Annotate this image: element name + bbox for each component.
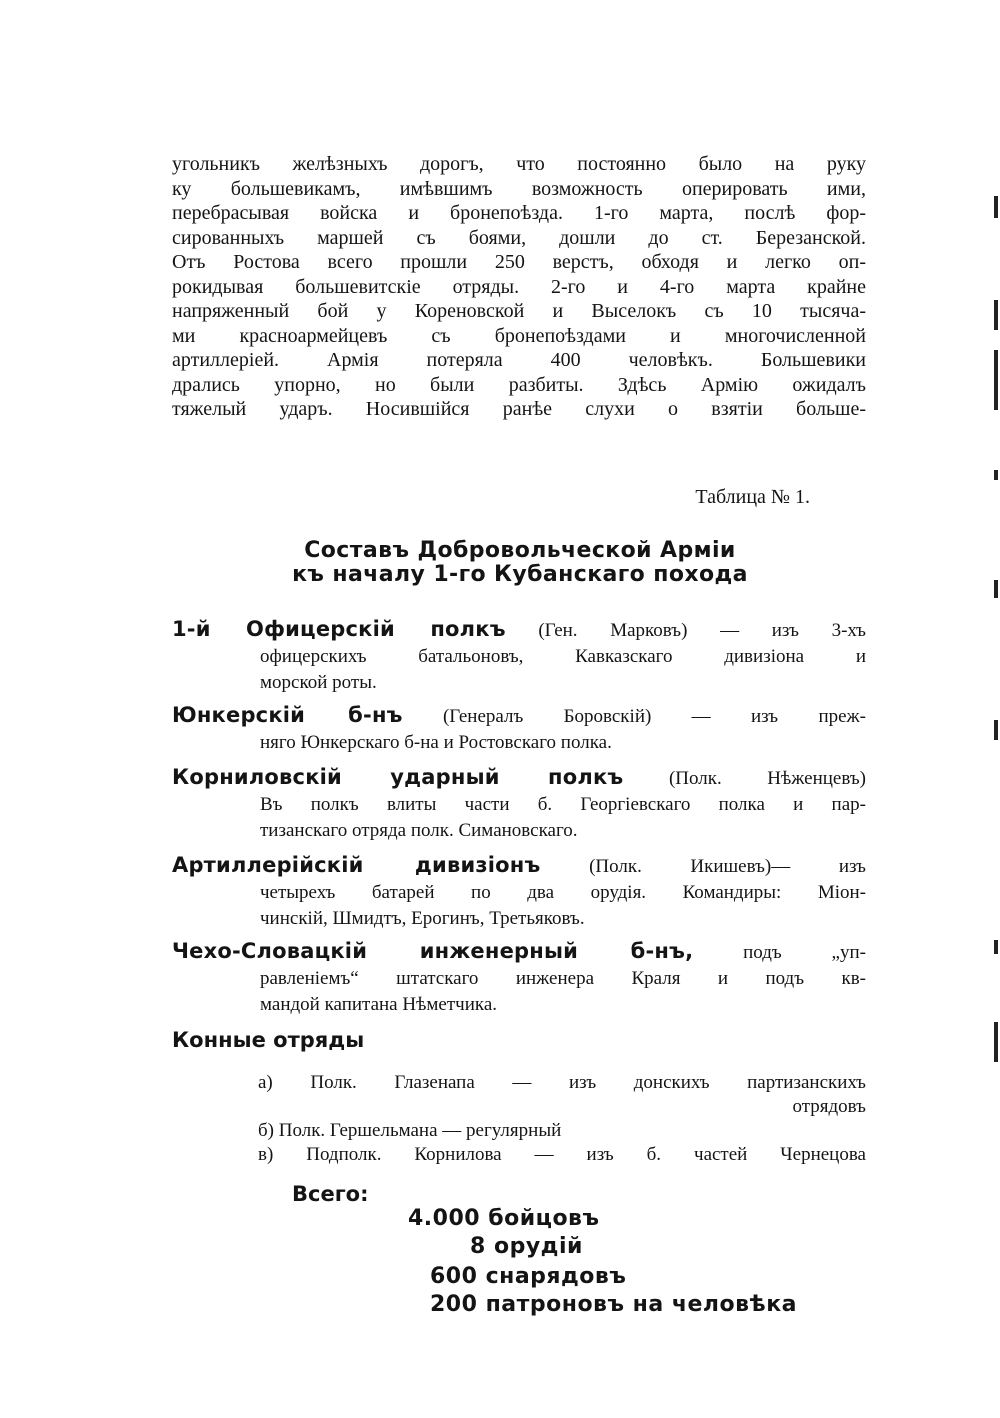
paragraph-line: дрались упорно, но были разбиты. Здѣсь Армію ожидалъ	[172, 373, 866, 396]
total-shells: 600 снарядовъ	[430, 1264, 627, 1289]
unit-detail: тизанскаго отряда полк. Симановскаго.	[260, 820, 578, 841]
unit-entry-officer-regiment	[172, 616, 866, 696]
scan-edge-mark	[994, 720, 998, 740]
scan-edge-mark	[994, 196, 998, 218]
unit-detail: няго Юнкерскаго б-на и Ростовскаго полка.	[260, 732, 612, 753]
horse-item-a: а) Полк. Глазенапа — изъ донскихъ партизанскихъ	[258, 1072, 866, 1093]
unit-detail: равленіемъ“ штатскаго инженера Краля и подъ кв-	[260, 968, 866, 989]
paragraph-line: тяжелый ударъ. Носившійся ранѣе слухи о взятіи больше-	[172, 398, 866, 420]
scan-edge-mark	[994, 350, 998, 410]
unit-name: 1-й Офицерскій полкъ	[172, 617, 506, 641]
horse-item-c: в) Подполк. Корнилова — изъ б. частей Чернецова	[258, 1144, 866, 1165]
paragraph-line: напряженный бой у Кореновской и Выселокъ съ 10 тысяча-	[172, 300, 866, 322]
totals-label: Всего:	[292, 1182, 369, 1206]
unit-entry-artillery-division	[172, 852, 866, 932]
scan-edge-mark	[994, 940, 998, 954]
paragraph-line: ми красноармейцевъ съ бронепоѣздами и многочисленной	[172, 324, 866, 347]
body-paragraph	[172, 152, 866, 422]
table-number: Таблица № 1.	[695, 486, 810, 508]
horse-item-a-continued: отрядовъ	[792, 1096, 866, 1117]
total-fighters: 4.000 бойцовъ	[408, 1206, 600, 1231]
unit-note: (Полк. Нѣженцевъ)	[668, 768, 867, 789]
unit-note: подъ „уп-	[743, 942, 866, 963]
table-title-line-2: къ началу 1-го Кубанскаго похода	[292, 562, 748, 587]
total-cartridges: 200 патроновъ на человѣка	[430, 1292, 798, 1317]
scan-edge-mark	[994, 1022, 998, 1062]
horse-detachments-heading: Конные отряды	[172, 1028, 365, 1052]
unit-name: Юнкерскій б-нъ	[172, 703, 403, 727]
paragraph-line: перебрасывая войска и бронепоѣзда. 1-го марта, послѣ фор-	[172, 202, 866, 224]
scan-edge-mark	[994, 580, 998, 598]
scan-edge-mark	[994, 300, 998, 330]
unit-note: (Генералъ Боровскій) — изъ преж-	[442, 706, 866, 727]
unit-detail: чинскій, Шмидтъ, Ерогинъ, Третьяковъ.	[260, 908, 585, 929]
paragraph-line: угольникъ желѣзныхъ дорогъ, что постоянно было на руку	[172, 153, 866, 175]
paragraph-line: Отъ Ростова всего прошли 250 верстъ, обходя и легко оп-	[172, 251, 866, 273]
paragraph-line: ку большевикамъ, имѣвшимъ возможность оперировать ими,	[172, 177, 866, 200]
paragraph-line: сированныхъ маршей съ боями, дошли до ст. Березанской.	[172, 226, 866, 249]
unit-detail: Въ полкъ влиты части б. Георгіевскаго полка и пар-	[260, 794, 866, 815]
unit-note: (Ген. Марковъ) — изъ 3-хъ	[538, 620, 867, 641]
unit-name: Чехо-Словацкій инженерный б-нъ,	[172, 939, 694, 963]
unit-entry-czech-engineer-battalion	[172, 938, 866, 1018]
unit-name: Корниловскій ударный полкъ	[172, 765, 624, 789]
scan-edge-mark	[994, 470, 998, 480]
unit-detail: четырехъ батарей по два орудія. Командиры: Міон-	[260, 882, 866, 903]
unit-name: Артиллерійскій дивизіонъ	[172, 853, 541, 877]
unit-detail: морской роты.	[260, 672, 377, 693]
unit-entry-kornilov-regiment	[172, 764, 866, 844]
horse-item-b: б) Полк. Гершельмана — регулярный	[258, 1120, 562, 1141]
paragraph-line: артиллеріей. Армія потеряла 400 человѣкъ. Большевики	[172, 349, 866, 371]
table-title-line-1: Составъ Добровольческой Арміи	[304, 538, 736, 563]
unit-detail: мандой капитана Нѣметчика.	[260, 994, 498, 1015]
total-guns: 8 орудій	[470, 1234, 583, 1259]
unit-note: (Полк. Икишевъ)— изъ	[589, 856, 867, 877]
paragraph-line: рокидывая большевитскіе отряды. 2-го и 4-го марта крайне	[172, 275, 866, 298]
unit-entry-junker-battalion	[172, 702, 866, 756]
unit-detail: офицерскихъ батальоновъ, Кавказскаго дивизіона и	[260, 646, 866, 667]
